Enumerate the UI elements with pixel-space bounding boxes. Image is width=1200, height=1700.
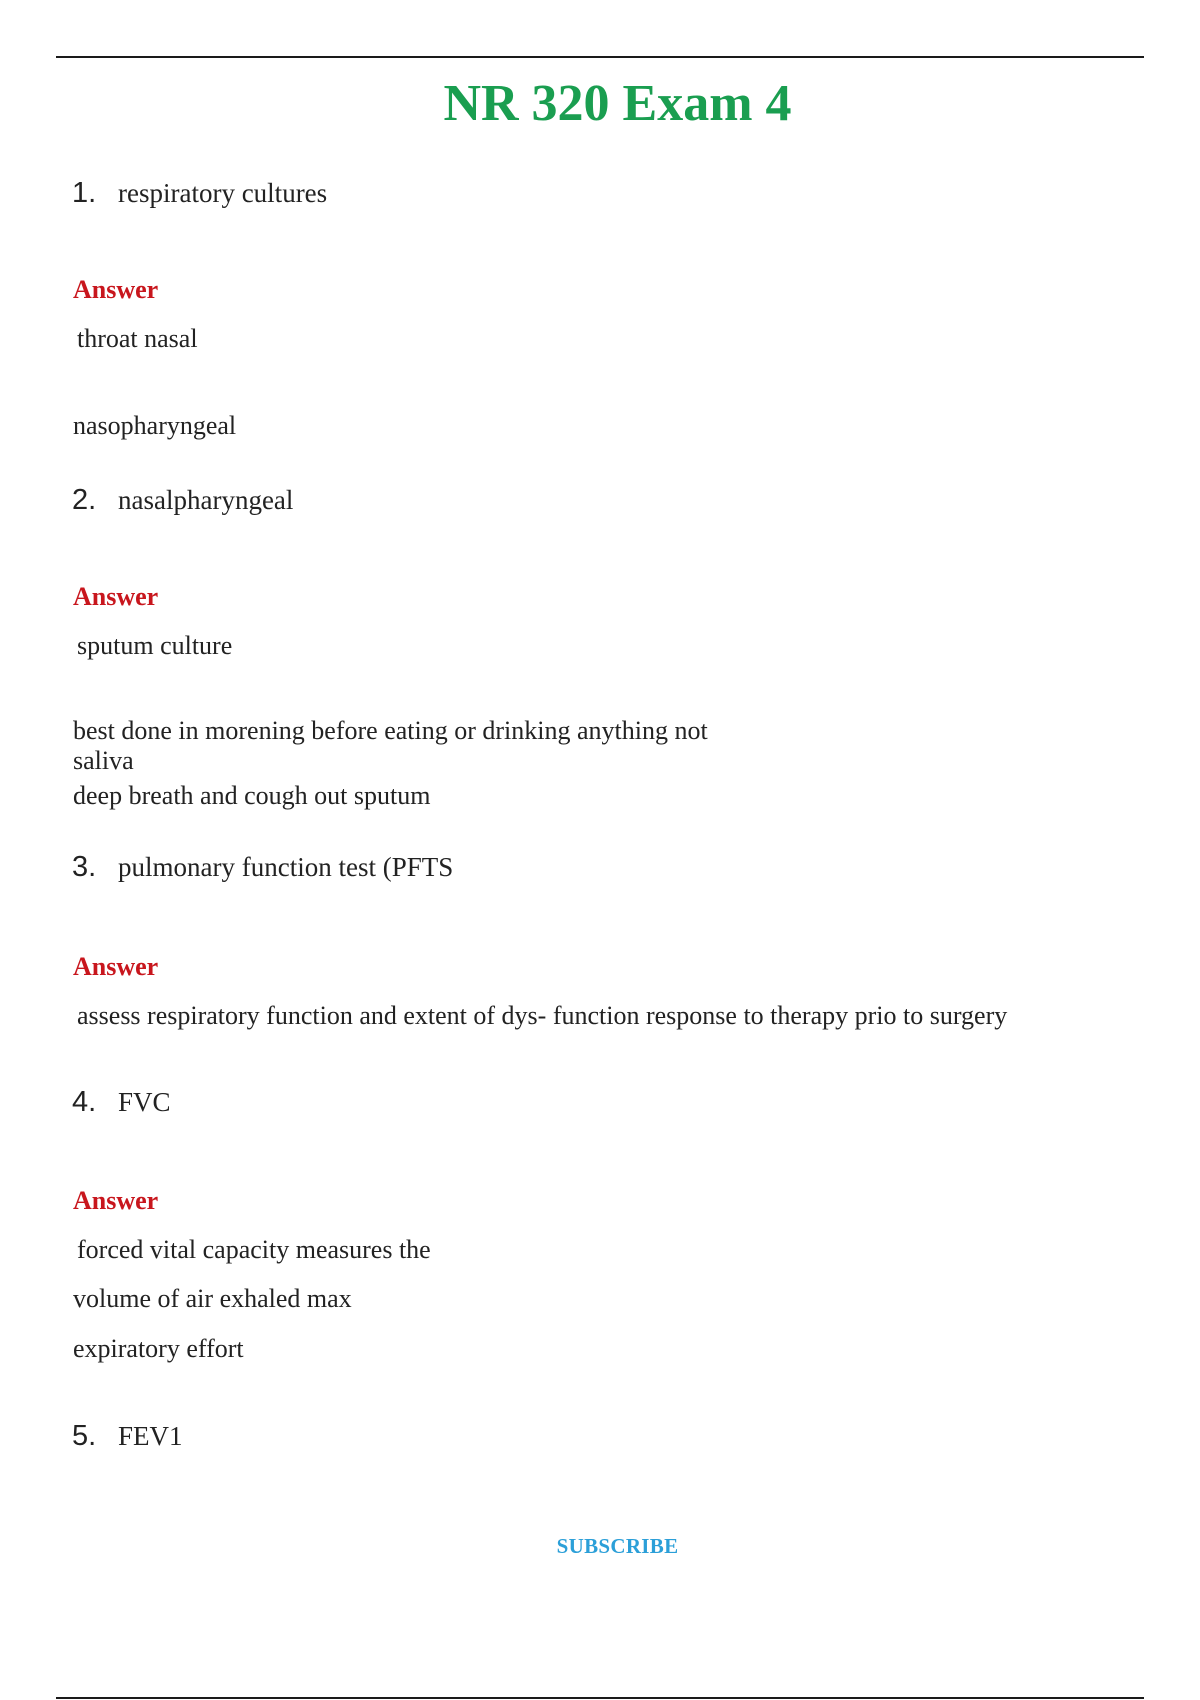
answer-line: volume of air exhaled max xyxy=(73,1284,352,1313)
document-title: NR 320 Exam 4 xyxy=(443,75,792,132)
question-text: FEV1 xyxy=(118,1421,183,1451)
bottom-divider xyxy=(56,1697,1144,1699)
answer-line: assess respiratory function and extent of dys- function response to therapy prio to surgery xyxy=(77,1001,1008,1030)
top-divider xyxy=(56,56,1144,58)
question-text: respiratory cultures xyxy=(118,178,328,208)
question-item xyxy=(72,1419,183,1453)
answer-line: throat nasal xyxy=(77,324,198,353)
question-text: pulmonary function test (PFTS xyxy=(118,852,454,882)
answer-label: Answer xyxy=(73,1186,159,1215)
answer-label: Answer xyxy=(73,582,159,611)
answer-line: sputum culture xyxy=(77,631,233,660)
answer-label: Answer xyxy=(73,275,159,304)
answer-line: saliva xyxy=(73,746,134,775)
question-number: 4. xyxy=(72,1086,97,1118)
answer-label: Answer xyxy=(73,952,159,981)
question-text: nasalpharyngeal xyxy=(118,485,294,515)
question-item xyxy=(72,176,327,210)
question-number: 2. xyxy=(72,484,97,516)
answer-line: forced vital capacity measures the xyxy=(77,1235,431,1264)
question-number: 3. xyxy=(72,851,97,883)
answer-line: expiratory effort xyxy=(73,1334,244,1363)
question-item xyxy=(72,483,293,517)
question-number: 5. xyxy=(72,1420,97,1452)
question-item xyxy=(72,1085,171,1119)
question-number: 1. xyxy=(72,177,97,209)
answer-line: nasopharyngeal xyxy=(73,411,237,440)
question-item xyxy=(72,850,453,884)
subscribe-link[interactable]: SUBSCRIBE xyxy=(556,1534,679,1558)
question-text: FVC xyxy=(118,1087,171,1117)
answer-line: best done in morening before eating or drinking anything not xyxy=(73,716,708,745)
answer-line: deep breath and cough out sputum xyxy=(73,781,431,810)
